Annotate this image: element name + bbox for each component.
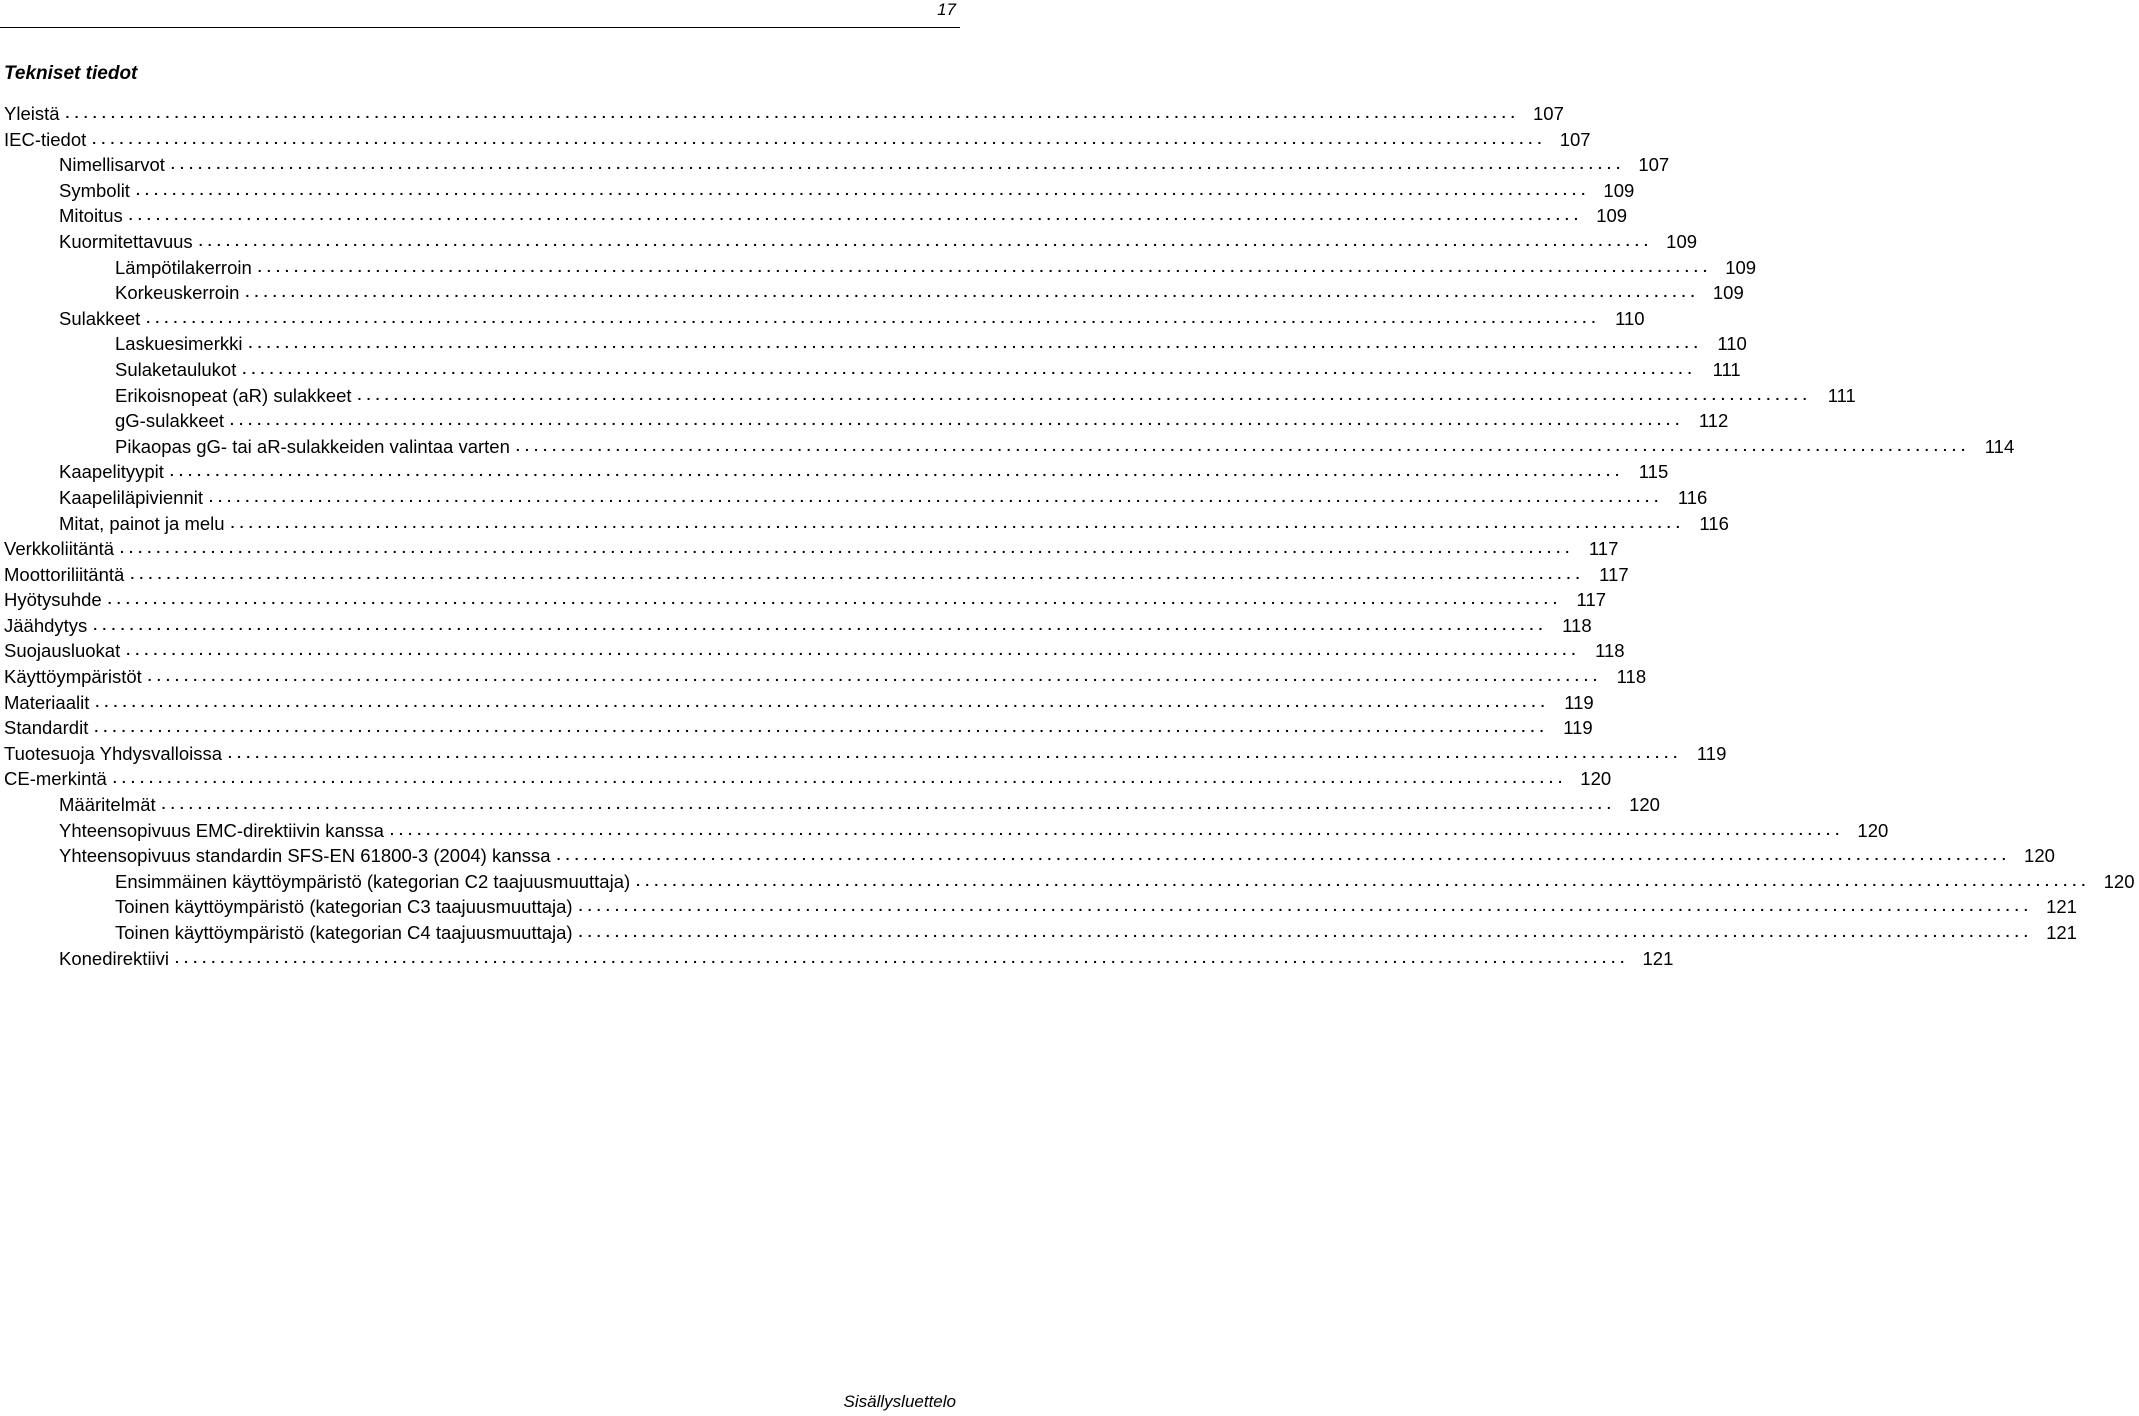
toc-entry-page: 107 bbox=[1625, 152, 1673, 178]
toc-entry-label: Symbolit bbox=[59, 178, 136, 204]
dot-leader: ................................................................................................................................................................ bbox=[228, 744, 1683, 761]
toc-entry[interactable] bbox=[0, 818, 1889, 844]
toc-entry-label: Laskuesimerkki bbox=[115, 331, 249, 357]
dot-leader: ................................................................................................................................................................ bbox=[161, 796, 1616, 813]
toc-entry[interactable] bbox=[0, 766, 1612, 792]
toc-entry[interactable] bbox=[0, 229, 1698, 255]
dot-leader: ................................................................................................................................................................ bbox=[126, 642, 1581, 659]
dot-leader: ................................................................................................................................................................ bbox=[130, 565, 1585, 582]
toc-entry[interactable] bbox=[0, 536, 1619, 562]
toc-entry-page: 121 bbox=[2033, 894, 2081, 920]
toc-entry-page: 115 bbox=[1624, 459, 1672, 485]
toc-entry-page: 118 bbox=[1548, 613, 1596, 639]
dot-leader: ................................................................................................................................................................ bbox=[107, 591, 1563, 608]
toc-entry[interactable] bbox=[0, 459, 1669, 485]
toc-entry-page: 107 bbox=[1547, 127, 1595, 153]
dot-leader: ................................................................................................................................................................ bbox=[169, 463, 1625, 480]
toc-entry-label: Yleistä bbox=[4, 101, 66, 127]
toc-entry-label: Kuormitettavuus bbox=[59, 229, 199, 255]
toc-entry-page: 121 bbox=[2033, 920, 2081, 946]
toc-entry[interactable] bbox=[0, 357, 1741, 383]
toc-entry-page: 117 bbox=[1562, 587, 1610, 613]
toc-entry-page: 121 bbox=[1629, 946, 1677, 972]
toc-entry-label: Erikoisnopeat (aR) sulakkeet bbox=[115, 383, 358, 409]
toc-entry-page: 120 bbox=[1567, 766, 1615, 792]
toc-entry[interactable] bbox=[0, 664, 1647, 690]
toc-entry[interactable] bbox=[0, 715, 1593, 741]
toc-entry[interactable] bbox=[0, 613, 1592, 639]
toc-entry-page: 120 bbox=[2011, 843, 2059, 869]
toc-entry-label: Määritelmät bbox=[59, 792, 162, 818]
dot-leader: ................................................................................................................................................................ bbox=[94, 719, 1549, 736]
toc-entry-label: Toinen käyttöympäristö (kategorian C3 taajuusmuuttaja) bbox=[115, 894, 579, 920]
toc-entry-label: Sulakkeet bbox=[59, 306, 146, 332]
toc-entry-page: 119 bbox=[1682, 741, 1730, 767]
toc-entry[interactable] bbox=[0, 511, 1729, 537]
toc-entry-page: 111 bbox=[1697, 357, 1745, 383]
toc-entry[interactable] bbox=[0, 127, 1591, 153]
toc-entry[interactable] bbox=[0, 946, 1674, 972]
dot-leader: ................................................................................................................................................................ bbox=[245, 284, 1700, 301]
toc-entry-page: 118 bbox=[1602, 664, 1650, 690]
section-title: Tekniset tiedot bbox=[4, 63, 138, 84]
toc-entry-label: Materiaalit bbox=[4, 690, 95, 716]
toc-entry-page: 114 bbox=[1970, 434, 2018, 460]
toc-entry-page: 116 bbox=[1663, 485, 1711, 511]
toc-entry-label: Standardit bbox=[4, 715, 94, 741]
dot-leader: ................................................................................................................................................................ bbox=[230, 514, 1685, 531]
toc-entry-page: 112 bbox=[1684, 408, 1732, 434]
toc-entry-label: Kaapeliläpiviennit bbox=[59, 485, 209, 511]
toc-entry[interactable] bbox=[0, 331, 1747, 357]
toc-entry-label: Käyttöympäristöt bbox=[4, 664, 148, 690]
toc-entry-label: Jäähdytys bbox=[4, 613, 93, 639]
toc-entry-page: 117 bbox=[1574, 536, 1622, 562]
dot-leader: ................................................................................................................................................................ bbox=[65, 105, 1520, 121]
toc-entry-label: Ensimmäinen käyttöympäristö (kategorian C2 taajuusmuuttaja) bbox=[115, 869, 636, 895]
dot-leader: ................................................................................................................................................................ bbox=[578, 924, 2033, 940]
toc-entry-page: 120 bbox=[2091, 869, 2139, 895]
toc-entry-label: Tuotesuoja Yhdysvalloissa bbox=[4, 741, 228, 767]
toc-entry[interactable] bbox=[0, 485, 1708, 511]
header-rule bbox=[0, 27, 960, 28]
toc-entry-page: 120 bbox=[1616, 792, 1664, 818]
page-number: 17 bbox=[937, 0, 956, 19]
toc-entry-page: 118 bbox=[1581, 638, 1629, 664]
toc-entry[interactable] bbox=[0, 101, 1564, 127]
dot-leader: ................................................................................................................................................................ bbox=[120, 540, 1575, 557]
toc-entry[interactable] bbox=[0, 152, 1670, 178]
toc-entry-page: 110 bbox=[1601, 306, 1649, 332]
toc-entry-page: 109 bbox=[1590, 178, 1638, 204]
toc-entry[interactable] bbox=[0, 587, 1607, 613]
toc-entry[interactable] bbox=[0, 280, 1744, 306]
toc-entry[interactable] bbox=[0, 178, 1635, 204]
toc-entry[interactable] bbox=[0, 203, 1628, 229]
toc-entry-page: 119 bbox=[1550, 690, 1598, 716]
toc-entry-label: Suojausluokat bbox=[4, 638, 126, 664]
dot-leader: ................................................................................................................................................................ bbox=[198, 232, 1654, 249]
toc-entry[interactable] bbox=[0, 434, 2015, 460]
dot-leader: ................................................................................................................................................................ bbox=[146, 309, 1601, 326]
toc-entry[interactable] bbox=[0, 408, 1729, 434]
toc-entry-page: 119 bbox=[1549, 715, 1597, 741]
toc-entry-page: 109 bbox=[1712, 255, 1760, 281]
dot-leader: ................................................................................................................................................................ bbox=[93, 616, 1548, 633]
dot-leader: ................................................................................................................................................................ bbox=[636, 872, 2091, 889]
toc-entry-label: Korkeuskerroin bbox=[115, 280, 245, 306]
toc-entry-label: Mitoitus bbox=[59, 203, 129, 229]
toc-entry-label: Yhteensopivuus standardin SFS-EN 61800-3 (2004) kanssa bbox=[59, 843, 557, 869]
dot-leader: ................................................................................................................................................................ bbox=[357, 386, 1812, 403]
toc-entry-label: gG-sulakkeet bbox=[115, 408, 230, 434]
toc-entry-label: Yhteensopivuus EMC-direktiivin kanssa bbox=[59, 818, 390, 844]
toc-entry-label: Verkkoliitäntä bbox=[4, 536, 120, 562]
dot-leader: ................................................................................................................................................................ bbox=[95, 693, 1550, 710]
toc-entry[interactable] bbox=[0, 383, 1856, 409]
toc-entry-label: CE-merkintä bbox=[4, 766, 113, 792]
toc-entry[interactable] bbox=[0, 792, 1660, 818]
dot-leader: ................................................................................................................................................................ bbox=[147, 668, 1603, 685]
toc-entry-label: Pikaopas gG- tai aR-sulakkeiden valintaa varten bbox=[115, 434, 516, 460]
toc-entry-page: 120 bbox=[1844, 818, 1892, 844]
toc-entry-page: 109 bbox=[1653, 229, 1701, 255]
toc-entry-label: Hyötysuhde bbox=[4, 587, 108, 613]
toc-entry-page: 117 bbox=[1585, 562, 1633, 588]
table-of-contents bbox=[0, 101, 2135, 971]
dot-leader: ................................................................................................................................................................ bbox=[170, 156, 1626, 173]
dot-leader: ................................................................................................................................................................ bbox=[175, 949, 1630, 966]
toc-entry[interactable] bbox=[0, 843, 2055, 869]
dot-leader: ................................................................................................................................................................ bbox=[135, 181, 1591, 198]
toc-entry-page: 109 bbox=[1700, 280, 1748, 306]
dot-leader: ................................................................................................................................................................ bbox=[230, 412, 1685, 429]
toc-entry-label: Moottoriliitäntä bbox=[4, 562, 130, 588]
dot-leader: ................................................................................................................................................................ bbox=[556, 847, 2011, 864]
toc-entry[interactable] bbox=[0, 690, 1594, 716]
dot-leader: ................................................................................................................................................................ bbox=[578, 898, 2033, 915]
toc-entry-page: 109 bbox=[1583, 203, 1631, 229]
footer-label: Sisällysluettelo bbox=[843, 1392, 956, 1411]
toc-entry-page: 107 bbox=[1520, 101, 1568, 127]
dot-leader: ................................................................................................................................................................ bbox=[389, 821, 1845, 838]
dot-leader: ................................................................................................................................................................ bbox=[242, 360, 1697, 377]
toc-entry[interactable] bbox=[0, 562, 1629, 588]
dot-leader: ................................................................................................................................................................ bbox=[112, 770, 1568, 787]
toc-entry-label: Konedirektiivi bbox=[59, 946, 175, 972]
dot-leader: ................................................................................................................................................................ bbox=[209, 488, 1664, 505]
toc-entry[interactable] bbox=[0, 741, 1727, 767]
toc-entry[interactable] bbox=[0, 894, 2077, 920]
toc-entry-page: 116 bbox=[1685, 511, 1733, 537]
toc-entry-label: IEC-tiedot bbox=[4, 127, 92, 153]
dot-leader: ................................................................................................................................................................ bbox=[257, 258, 1713, 275]
toc-entry-label: Toinen käyttöympäristö (kategorian C4 taajuusmuuttaja) bbox=[115, 920, 579, 946]
toc-entry[interactable] bbox=[0, 869, 2135, 895]
toc-entry-label: Kaapelityypit bbox=[59, 459, 170, 485]
toc-entry[interactable] bbox=[0, 306, 1645, 332]
toc-entry-page: 111 bbox=[1812, 383, 1860, 409]
dot-leader: ................................................................................................................................................................ bbox=[128, 207, 1584, 224]
dot-leader: ................................................................................................................................................................ bbox=[92, 130, 1547, 147]
toc-entry-label: Mitat, painot ja melu bbox=[59, 511, 231, 537]
toc-entry-label: Sulaketaulukot bbox=[115, 357, 242, 383]
toc-entry-page: 110 bbox=[1703, 331, 1751, 357]
dot-leader: ................................................................................................................................................................ bbox=[248, 335, 1703, 352]
toc-entry-label: Nimellisarvot bbox=[59, 152, 171, 178]
toc-entry[interactable] bbox=[0, 255, 1757, 281]
dot-leader: ................................................................................................................................................................ bbox=[515, 437, 1971, 454]
toc-entry[interactable] bbox=[0, 638, 1625, 664]
toc-entry-label: Lämpötilakerroin bbox=[115, 255, 258, 281]
toc-entry[interactable] bbox=[0, 920, 2077, 946]
